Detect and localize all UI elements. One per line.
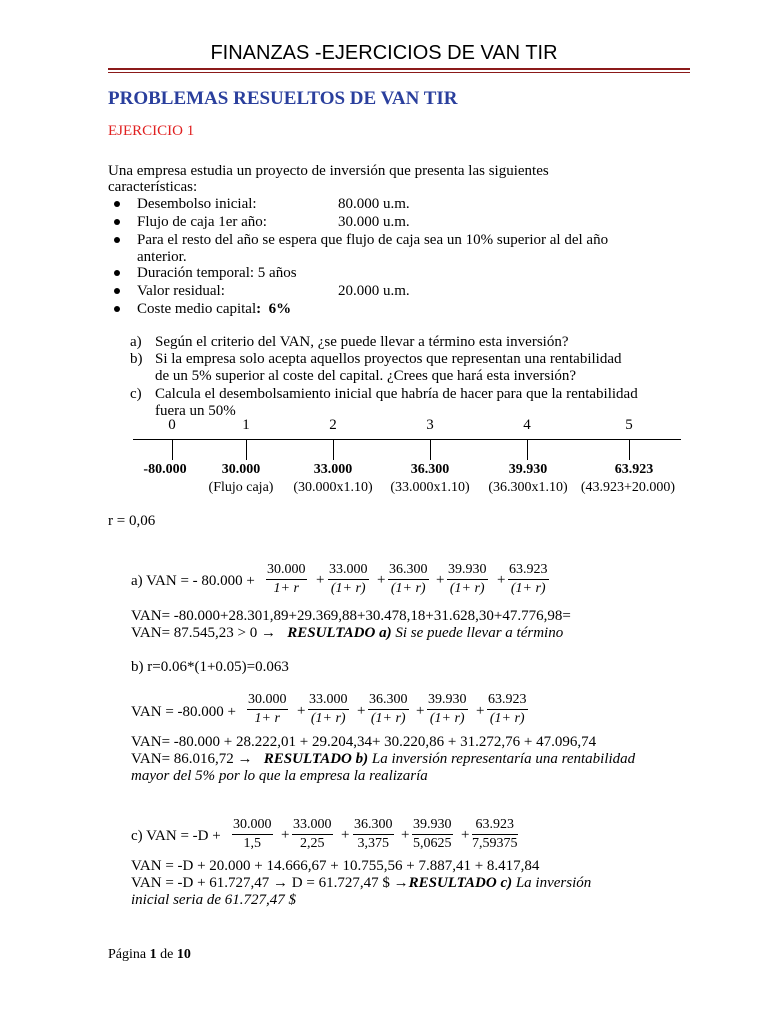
sol-b-line-2: VAN= 86.016,72 → RESULTADO b) La inversión representaría una rentabilidad [131, 751, 636, 767]
bullet-residual-value: 20.000 u.m. [338, 283, 410, 299]
coste-colon: : [256, 301, 262, 317]
bullet-flujo-value: 30.000 u.m. [338, 214, 410, 230]
intro-line-1: Una empresa estudia un proyecto de inversión que presenta las siguientes [108, 163, 549, 179]
section-title: PROBLEMAS RESUELTOS DE VAN TIR [108, 88, 458, 109]
sol-a-fraction: $\frac{39.930}{(1+ r)}$ [448, 562, 487, 596]
period-label: 4 [523, 417, 531, 433]
bullet-dot [114, 201, 120, 207]
bullet-coste-capital [137, 300, 291, 318]
plus-sign: + [497, 572, 506, 588]
plus-sign: + [377, 572, 386, 588]
sol-a-prefix: a) VAN = - 80.000 + [131, 573, 255, 589]
period-tick [172, 440, 173, 460]
cash-flow-value: 36.300 [410, 462, 450, 477]
plus-sign: + [357, 703, 366, 719]
period-tick [430, 440, 431, 460]
header-rule-thin [108, 72, 690, 73]
sol-a-line-2: VAN= 87.545,23 > 0 → RESULTADO a) Si se puede llevar a término [131, 625, 564, 641]
period-label: 0 [168, 417, 176, 433]
cash-flow-value: 30.000 [221, 462, 261, 477]
cash-flow-value: 63.923 [614, 462, 654, 477]
plus-sign: + [316, 572, 325, 588]
sol-c-fraction: $\frac{36.300}{3,375}$ [354, 817, 393, 851]
bullet-flujo-label: Flujo de caja 1er año: [137, 214, 267, 230]
sol-b-rate: b) r=0.06*(1+0.05)=0.063 [131, 659, 289, 675]
discount-rate: r = 0,06 [108, 513, 156, 529]
page-footer: Página 1 de 10 [108, 947, 191, 962]
sol-a-fraction: $\frac{36.300}{(1+ r)}$ [389, 562, 428, 596]
cash-flow-value: 39.930 [508, 462, 548, 477]
bullet-dot [114, 219, 120, 225]
sol-b-fraction: $\frac{39.930}{(1+ r)}$ [428, 692, 467, 726]
sol-c-fraction: $\frac{39.930}{5,0625}$ [413, 817, 452, 851]
document-header: FINANZAS -EJERCICIOS DE VAN TIR [210, 42, 558, 64]
current-page: 1 [149, 947, 157, 962]
sol-b-fraction: $\frac{30.000}{1+ r}$ [248, 692, 287, 726]
sol-c-prefix: c) VAN = -D + [131, 828, 221, 844]
sol-a-fraction: $\frac{30.000}{1+ r}$ [267, 562, 306, 596]
bullet-dot [114, 306, 120, 312]
period-tick [527, 440, 528, 460]
bullet-resto-line-2: anterior. [137, 249, 187, 265]
period-label: 2 [329, 417, 337, 433]
bullet-desembolso-label: Desembolso inicial: [137, 196, 257, 212]
plus-sign: + [416, 703, 425, 719]
exercise-label: EJERCICIO 1 [108, 123, 195, 139]
period-label: 1 [242, 417, 250, 433]
question-c-line-1: Calcula el desembolsamiento inicial que habría de hacer para que la rentabilidad [155, 386, 638, 402]
intro-line-2: características: [108, 179, 198, 195]
question-b-line-1: Si la empresa solo acepta aquellos proyectos que representan una rentabilidad [155, 351, 622, 367]
sol-a-line-1: VAN= -80.000+28.301,89+29.369,88+30.478,18+31.628,30+47.776,98= [131, 608, 571, 624]
sol-b-prefix: VAN = -80.000 + [131, 704, 236, 720]
period-tick [629, 440, 630, 460]
cash-flow-timeline [133, 439, 681, 440]
coste-label: Coste medio capital [137, 301, 257, 317]
period-label: 5 [625, 417, 633, 433]
period-tick [333, 440, 334, 460]
sol-c-fraction: $\frac{63.923}{7,59375}$ [472, 817, 518, 851]
bullet-duracion: Duración temporal: 5 años [137, 265, 297, 281]
plus-sign: + [461, 827, 470, 843]
bullet-dot [114, 237, 120, 243]
bullet-desembolso-value: 80.000 u.m. [338, 196, 410, 212]
bullet-dot [114, 270, 120, 276]
period-label: 3 [426, 417, 434, 433]
question-a: Según el criterio del VAN, ¿se puede llevar a término esta inversión? [155, 334, 569, 350]
plus-sign: + [476, 703, 485, 719]
plus-sign: + [401, 827, 410, 843]
sol-c-line-1: VAN = -D + 20.000 + 14.666,67 + 10.755,56 + 7.887,41 + 8.417,84 [131, 858, 540, 874]
coste-value: 6% [268, 301, 292, 317]
sol-b-line-3: mayor del 5% por lo que la empresa la realizaría [131, 768, 428, 784]
cash-flow-value: 33.000 [313, 462, 353, 477]
sol-c-fraction: $\frac{30.000}{1,5}$ [233, 817, 272, 851]
question-b-mark: b) [130, 351, 143, 367]
cash-flow-note: (30.000x1.10) [293, 480, 373, 495]
header-rule [108, 68, 690, 70]
sol-b-fraction: $\frac{33.000}{(1+ r)}$ [309, 692, 348, 726]
sol-c-fraction: $\frac{33.000}{2,25}$ [293, 817, 332, 851]
total-pages: 10 [176, 947, 191, 962]
question-c-line-2: fuera un 50% [155, 403, 236, 419]
question-c-mark: c) [130, 386, 142, 402]
plus-sign: + [436, 572, 445, 588]
sol-c-line-3: inicial seria de 61.727,47 $ [131, 892, 296, 908]
question-b-line-2: de un 5% superior al coste del capital. ¿Crees que hará esta inversión? [155, 368, 577, 384]
cash-flow-note: (43.923+20.000) [580, 480, 676, 495]
sol-a-fraction: $\frac{63.923}{(1+ r)}$ [509, 562, 548, 596]
cash-flow-note: (33.000x1.10) [390, 480, 470, 495]
sol-a-fraction: $\frac{33.000}{(1+ r)}$ [329, 562, 368, 596]
plus-sign: + [297, 703, 306, 719]
bullet-dot [114, 288, 120, 294]
plus-sign: + [281, 827, 290, 843]
bullet-residual-label: Valor residual: [137, 283, 225, 299]
cash-flow-value: -80.000 [143, 462, 187, 477]
bullet-resto-line-1: Para el resto del año se espera que flujo de caja sea un 10% superior al del año [137, 232, 609, 248]
sol-b-fraction: $\frac{63.923}{(1+ r)}$ [488, 692, 527, 726]
sol-b-line-1: VAN= -80.000 + 28.222,01 + 29.204,34+ 30.220,86 + 31.272,76 + 47.096,74 [131, 734, 597, 750]
cash-flow-note: (36.300x1.10) [488, 480, 568, 495]
plus-sign: + [341, 827, 350, 843]
sol-c-line-2: VAN = -D + 61.727,47 → D = 61.727,47 $ →RESULTADO c) La inversión [131, 875, 592, 891]
question-a-mark: a) [130, 334, 142, 350]
sol-b-fraction: $\frac{36.300}{(1+ r)}$ [369, 692, 408, 726]
period-tick [246, 440, 247, 460]
cash-flow-note: (Flujo caja) [208, 480, 274, 495]
